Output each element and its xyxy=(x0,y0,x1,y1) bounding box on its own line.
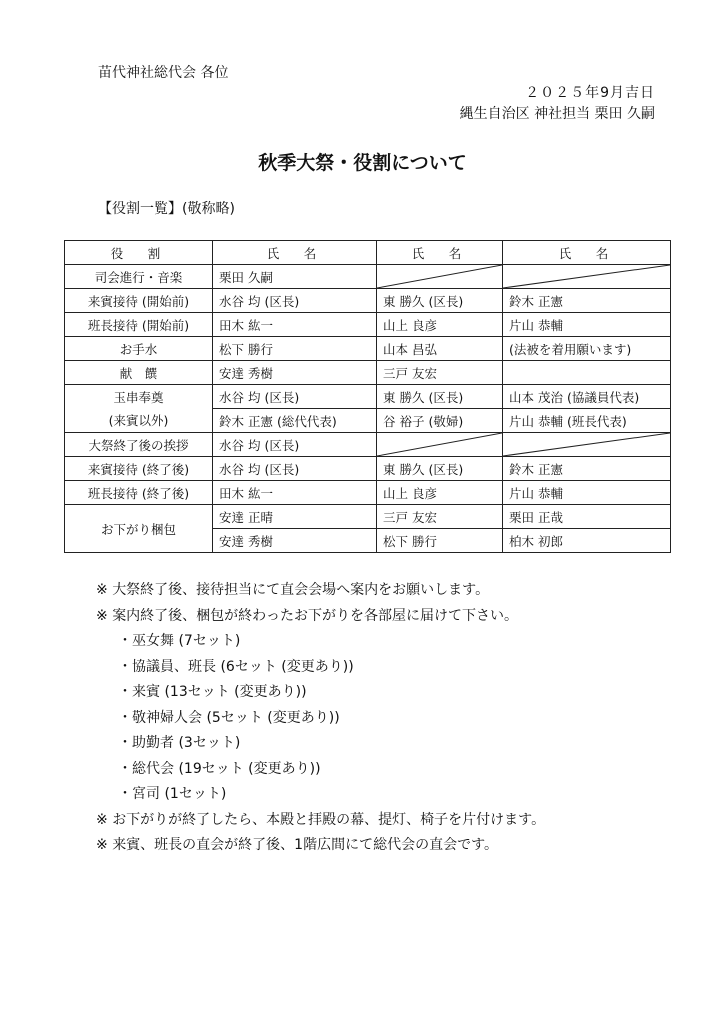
empty-cell-slash xyxy=(377,265,503,289)
note-text: 案内終了後、梱包が終わったお下がりを各部屋に届けて下さい。 xyxy=(112,607,519,624)
role-cell: 班長接待 (終了後) xyxy=(65,481,213,505)
header-role: 役 割 xyxy=(65,241,213,265)
name-cell: 栗田 久嗣 xyxy=(213,265,377,289)
note xyxy=(96,578,545,604)
role-cell: 班長接待 (開始前) xyxy=(65,313,213,337)
notes-section xyxy=(96,578,545,859)
table-row xyxy=(65,433,671,457)
name-cell: 片山 恭輔 xyxy=(503,313,671,337)
table-row xyxy=(65,505,671,529)
name-cell: 山上 良彦 xyxy=(377,313,503,337)
role-cell: お下がり梱包 xyxy=(65,505,213,553)
header-name-3: 氏 名 xyxy=(503,241,671,265)
name-cell: 水谷 均 (区長) xyxy=(213,385,377,409)
distribution-item: ・総代会 (19セット (変更あり)) xyxy=(118,760,321,777)
role-table xyxy=(64,240,671,553)
name-cell: 東 勝久 (区長) xyxy=(377,457,503,481)
note-text: 来賓、班長の直会が終了後、1階広間にて総代会の直会です。 xyxy=(112,837,498,853)
document-title: 秋季大祭・役割について xyxy=(258,152,467,174)
name-cell: 片山 恭輔 (班長代表) xyxy=(503,409,671,433)
header-name-2: 氏 名 xyxy=(377,241,503,265)
note-mark: ※ xyxy=(96,607,108,624)
name-cell xyxy=(503,361,671,385)
table-row xyxy=(65,289,671,313)
name-cell: 水谷 均 (区長) xyxy=(213,433,377,457)
table-row xyxy=(65,481,671,505)
table-row xyxy=(65,313,671,337)
distribution-item: ・助勤者 (3セット) xyxy=(118,735,241,751)
table-row xyxy=(65,265,671,289)
name-cell: 鈴木 正憲 xyxy=(503,457,671,481)
note-mark: ※ xyxy=(96,582,108,598)
empty-cell-slash xyxy=(503,265,671,289)
name-cell: 山本 昌弘 xyxy=(377,337,503,361)
name-cell: 三戸 友宏 xyxy=(377,361,503,385)
name-cell: 栗田 正哉 xyxy=(503,505,671,529)
role-cell: 来賓接待 (開始前) xyxy=(65,289,213,313)
table-row xyxy=(65,385,671,409)
name-cell: 東 勝久 (区長) xyxy=(377,289,503,313)
role-cell: 大祭終了後の挨拶 xyxy=(65,433,213,457)
section-heading: 【役割一覧】(敬称略) xyxy=(98,201,235,217)
name-cell: 東 勝久 (区長) xyxy=(377,385,503,409)
name-cell: 松下 勝行 xyxy=(377,529,503,553)
name-cell: 田木 紘一 xyxy=(213,481,377,505)
distribution-item: ・敬神婦人会 (5セット (変更あり)) xyxy=(118,709,340,726)
name-cell: 鈴木 正憲 (総代代表) xyxy=(213,409,377,433)
name-cell: 柏木 初郎 xyxy=(503,529,671,553)
name-cell: 片山 恭輔 xyxy=(503,481,671,505)
table-row xyxy=(65,457,671,481)
table-row xyxy=(65,361,671,385)
table-header-row xyxy=(65,241,671,265)
name-cell: 三戸 友宏 xyxy=(377,505,503,529)
note xyxy=(96,833,545,859)
name-cell: 水谷 均 (区長) xyxy=(213,457,377,481)
name-cell: 田木 紘一 xyxy=(213,313,377,337)
name-cell: 山上 良彦 xyxy=(377,481,503,505)
empty-cell-slash xyxy=(377,433,503,457)
table-row xyxy=(65,337,671,361)
distribution-item: ・巫女舞 (7セット) xyxy=(118,633,241,649)
issue-date: ２０２５年9月吉日 xyxy=(525,85,655,101)
role-cell: 献 饌 xyxy=(65,361,213,385)
name-cell: 水谷 均 (区長) xyxy=(213,289,377,313)
distribution-item: ・協議員、班長 (6セット (変更あり)) xyxy=(118,658,354,675)
addressee: 苗代神社総代会 各位 xyxy=(98,65,229,81)
name-cell: 山本 茂治 (協議員代表) xyxy=(503,385,671,409)
note xyxy=(96,808,545,834)
name-cell: 松下 勝行 xyxy=(213,337,377,361)
header-name-1: 氏 名 xyxy=(213,241,377,265)
distribution-item: ・宮司 (1セット) xyxy=(118,786,227,802)
empty-cell-slash xyxy=(503,433,671,457)
note-text: 大祭終了後、接待担当にて直会会場へ案内をお願いします。 xyxy=(112,582,490,598)
role-cell: 司会進行・音楽 xyxy=(65,265,213,289)
name-cell: 鈴木 正憲 xyxy=(503,289,671,313)
note-mark: ※ xyxy=(96,837,108,853)
note-mark: ※ xyxy=(96,811,108,828)
role-cell: (来賓以外) xyxy=(65,409,213,433)
distribution-item: ・来賓 (13セット (変更あり)) xyxy=(118,684,307,700)
table-row xyxy=(65,409,671,433)
name-cell: 安達 秀樹 xyxy=(213,529,377,553)
note xyxy=(96,604,545,630)
note-text: お下がりが終了したら、本殿と拝殿の幕、提灯、椅子を片付けます。 xyxy=(112,811,546,828)
role-cell: 玉串奉奠 xyxy=(65,385,213,409)
role-cell: 来賓接待 (終了後) xyxy=(65,457,213,481)
name-cell: (法被を着用願います) xyxy=(503,337,671,361)
name-cell: 安達 秀樹 xyxy=(213,361,377,385)
role-cell: お手水 xyxy=(65,337,213,361)
name-cell: 谷 裕子 (敬婦) xyxy=(377,409,503,433)
sender: 縄生自治区 神社担当 栗田 久嗣 xyxy=(459,106,655,122)
name-cell: 安達 正晴 xyxy=(213,505,377,529)
